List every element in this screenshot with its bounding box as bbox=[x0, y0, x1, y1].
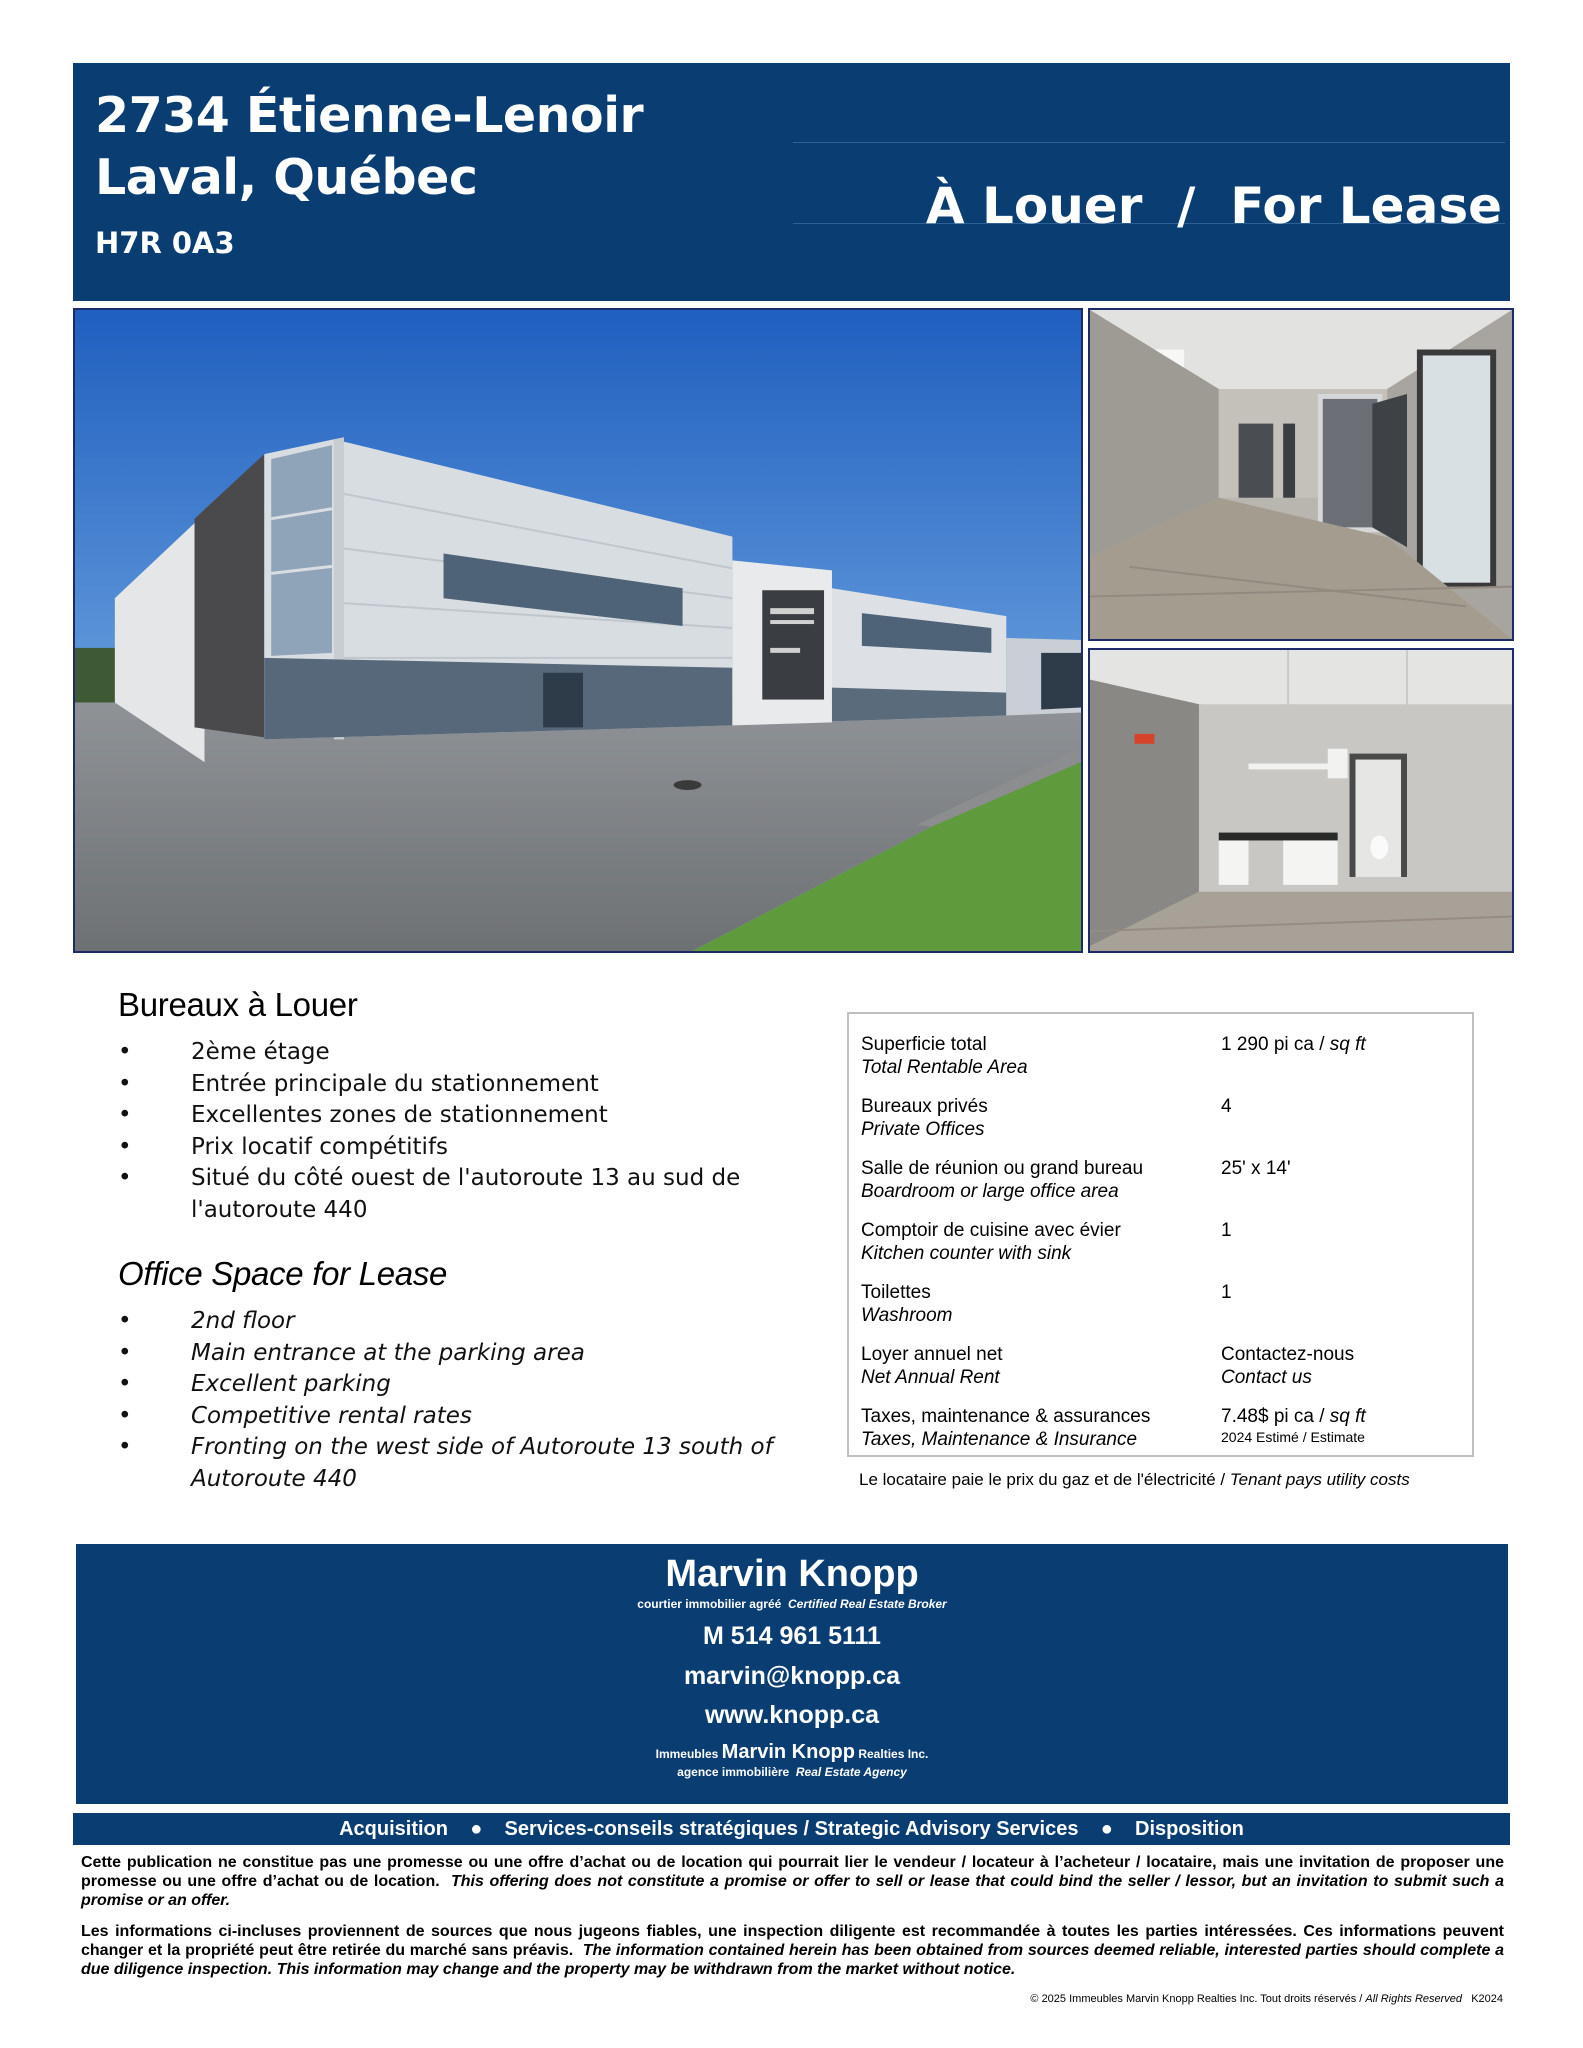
spec-value: 1 bbox=[1221, 1220, 1232, 1241]
services-bar: Acquisition ● Services-conseils stratégiques / Strategic Advisory Services ● Disposition bbox=[73, 1813, 1510, 1845]
broker-title: courtier immobilier agréé Certified Real Estate Broker bbox=[637, 1597, 947, 1611]
address-city: Laval, Québec bbox=[95, 149, 478, 206]
building-exterior-photo bbox=[73, 308, 1083, 953]
list-item: • Excellentes zones de stationnement bbox=[118, 1100, 818, 1132]
copyright-notice: © 2025 Immeubles Marvin Knopp Realties Inc. Tout droits réservés / All Rights Reserved K2024 bbox=[1030, 1993, 1503, 2005]
website-link[interactable]: www.knopp.ca bbox=[704, 1701, 880, 1729]
for-lease-label: À Louer / For Lease bbox=[925, 177, 1502, 235]
broker-contact-block bbox=[76, 1544, 1508, 1804]
broker-phone[interactable]: M 514 961 5111 bbox=[703, 1622, 881, 1650]
estimate-note: 2024 Estimé / Estimate bbox=[1221, 1429, 1365, 1445]
postal-code: H7R 0A3 bbox=[95, 226, 235, 260]
features-section bbox=[118, 985, 818, 1495]
english-section-title: Office Space for Lease bbox=[118, 1255, 448, 1292]
spec-value: 7.48$ pi ca / sq ft 2024 Estimé / Estimate bbox=[1221, 1405, 1471, 1446]
list-item: • Fronting on the west side of Autoroute 13 south of Autoroute 440 bbox=[118, 1432, 818, 1495]
list-item: • 2ème étage bbox=[118, 1037, 818, 1069]
property-specs-table bbox=[847, 1012, 1474, 1457]
spec-label: Taxes, maintenance & assurances Taxes, Maintenance & Insurance bbox=[861, 1406, 1151, 1450]
list-item: • Competitive rental rates bbox=[118, 1401, 818, 1433]
spec-label: Loyer annuel net Net Annual Rent bbox=[861, 1344, 1003, 1388]
spec-label: Superficie total Total Rentable Area bbox=[861, 1034, 1028, 1078]
broker-name: Marvin Knopp bbox=[665, 1553, 919, 1595]
agency-name: Immeubles Marvin Knopp Realties Inc. bbox=[655, 1741, 929, 1763]
spec-value: Contactez-nous Contact us bbox=[1221, 1344, 1355, 1388]
agency-type: agence immobilière Real Estate Agency bbox=[677, 1765, 907, 1779]
disclaimer-offer: Cette publication ne constitue pas une promesse ou une offre d’achat ou de location qui pourrait lier le vendeur / locateur à l’acheteur / locataire, mais une invitation de proposer une promesse ou une offre d’achat ou de location. This offering does not constitute a promise or offer to sell or lease that could bind the seller / lessor, but an invitation to submit such a promise or an offer. bbox=[81, 1854, 1504, 1909]
spec-label: Toilettes Washroom bbox=[861, 1282, 953, 1326]
header-rule-top bbox=[793, 142, 1505, 143]
disclaimer-information: Les informations ci-incluses proviennent de sources que nous jugeons fiables, une inspection diligente est recommandée à toutes les parties intéressées. Ces informations peuvent changer et la propriété peut être retirée du marché sans préavis. The information contained herein has been obtained from sources deemed reliable, interested parties should complete a due diligence inspection. This information may change and the property may be withdrawn from the market without notice. bbox=[81, 1923, 1505, 1978]
spec-label: Comptoir de cuisine avec évier Kitchen counter with sink bbox=[861, 1220, 1121, 1264]
list-item: • Excellent parking bbox=[118, 1369, 818, 1401]
list-item: • Main entrance at the parking area bbox=[118, 1338, 818, 1370]
list-item: • Entrée principale du stationnement bbox=[118, 1069, 818, 1101]
address-street: 2734 Étienne-Lenoir bbox=[95, 87, 644, 144]
spec-value: 4 bbox=[1221, 1096, 1232, 1117]
list-item: • 2nd floor bbox=[118, 1306, 818, 1338]
broker-email-link[interactable]: marvin@knopp.ca bbox=[683, 1662, 901, 1690]
utility-note: Le locataire paie le prix du gaz et de l'électricité / Tenant pays utility costs bbox=[859, 1470, 1410, 1489]
spec-label: Bureaux privés Private Offices bbox=[861, 1096, 988, 1140]
header-banner bbox=[73, 63, 1510, 301]
spec-value: 25' x 14' bbox=[1221, 1158, 1291, 1179]
spec-label: Salle de réunion ou grand bureau Boardroom or large office area bbox=[861, 1158, 1144, 1202]
french-feature-list bbox=[118, 1037, 818, 1226]
english-feature-list bbox=[118, 1306, 818, 1495]
french-section-title: Bureaux à Louer bbox=[118, 986, 358, 1023]
list-item: • Situé du côté ouest de l'autoroute 13 au sud de l'autoroute 440 bbox=[118, 1163, 818, 1226]
list-item: • Prix locatif compétitifs bbox=[118, 1132, 818, 1164]
spec-value: 1 bbox=[1221, 1282, 1232, 1303]
spec-value: 1 290 pi ca / sq ft bbox=[1221, 1034, 1366, 1055]
kitchenette-photo bbox=[1088, 648, 1514, 953]
office-hallway-photo bbox=[1088, 308, 1514, 641]
